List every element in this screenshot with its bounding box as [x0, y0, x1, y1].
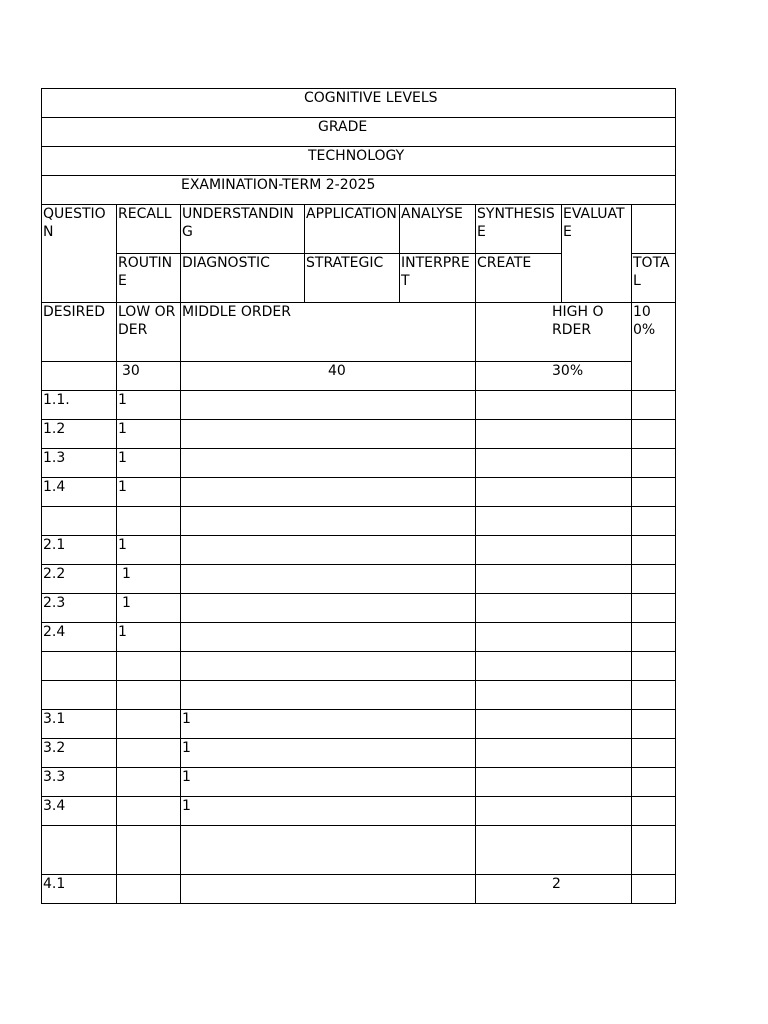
table-row: [42, 826, 676, 875]
question-number: 2.3: [42, 594, 117, 623]
middle-order-mark: 1: [181, 739, 476, 768]
subject-label: TECHNOLOGY: [308, 148, 405, 164]
row-total: [632, 768, 676, 797]
high-order-mark: [476, 565, 632, 594]
blank-header-cell: [632, 205, 676, 254]
high-order-mark: [476, 826, 632, 875]
question-header: QUESTION: [42, 205, 117, 303]
question-number: 1.3: [42, 449, 117, 478]
low-order-mark: 1: [117, 478, 181, 507]
question-number: 2.1: [42, 536, 117, 565]
table-row: [42, 536, 676, 565]
create-header: CREATE: [476, 254, 562, 303]
low-order-mark: [117, 507, 181, 536]
analyse-header: ANALYSE: [400, 205, 476, 254]
low-order-mark: 1: [117, 536, 181, 565]
question-number: 2.4: [42, 623, 117, 652]
middle-order-mark: [181, 565, 476, 594]
low-order-mark: 1: [117, 594, 181, 623]
low-order-mark: [117, 739, 181, 768]
row-total: [632, 449, 676, 478]
table-row: [42, 652, 676, 681]
table-row: [42, 565, 676, 594]
table-row: [42, 710, 676, 739]
high-order-mark: [476, 449, 632, 478]
question-number: [42, 681, 117, 710]
evaluate-header: EVALUATE: [562, 205, 632, 303]
question-number: 3.1: [42, 710, 117, 739]
high-order-mark: [476, 652, 632, 681]
low-order-mark: [117, 875, 181, 904]
table-row: [42, 875, 676, 904]
table-row: [42, 623, 676, 652]
percent-blank: [42, 362, 117, 391]
level-header-row: [42, 205, 676, 254]
low-order-mark: 1: [117, 623, 181, 652]
middle-order-mark: [181, 652, 476, 681]
cognitive-levels-title: COGNITIVE LEVELS: [304, 90, 438, 106]
high-order-mark: [476, 710, 632, 739]
table-row: [42, 739, 676, 768]
low-order-mark: 1: [117, 449, 181, 478]
question-number: 3.4: [42, 797, 117, 826]
high-order-mark: [476, 594, 632, 623]
row-total: [632, 594, 676, 623]
high-order-label: [476, 303, 632, 362]
question-number: 2.2: [42, 565, 117, 594]
low-order-mark: 1: [117, 391, 181, 420]
middle-order-mark: [181, 536, 476, 565]
middle-percent: 40: [181, 362, 476, 391]
middle-order-mark: [181, 420, 476, 449]
high-order-mark: [476, 681, 632, 710]
question-number: 3.3: [42, 768, 117, 797]
diagnostic-header: DIAGNOSTIC: [181, 254, 305, 303]
recall-header: RECALL: [117, 205, 181, 254]
row-total: [632, 623, 676, 652]
middle-order-mark: [181, 478, 476, 507]
middle-order-mark: 1: [181, 768, 476, 797]
row-total: [632, 652, 676, 681]
row-total: [632, 565, 676, 594]
high-order-mark: [476, 507, 632, 536]
routine-header: ROUTINE: [117, 254, 181, 303]
middle-order-mark: [181, 623, 476, 652]
grade-label: GRADE: [318, 119, 368, 135]
total-header: TOTAL: [632, 254, 676, 303]
middle-order-label: MIDDLE ORDER: [181, 303, 476, 362]
high-order-mark: [476, 739, 632, 768]
understanding-header: UNDERSTANDING: [181, 205, 305, 254]
high-order-mark: [476, 623, 632, 652]
high-order-mark: [476, 768, 632, 797]
middle-order-mark: [181, 449, 476, 478]
desired-row: [42, 303, 676, 362]
middle-order-mark: [181, 875, 476, 904]
question-number: 4.1: [42, 875, 117, 904]
middle-order-mark: 1: [181, 710, 476, 739]
low-order-label: LOW ORDER: [117, 303, 181, 362]
row-total: [632, 797, 676, 826]
title-row: [42, 89, 676, 118]
low-order-mark: 1: [117, 420, 181, 449]
row-total: [632, 420, 676, 449]
grade-row: [42, 118, 676, 147]
low-order-mark: [117, 797, 181, 826]
high-order-mark: [476, 391, 632, 420]
question-number: 1.1.: [42, 391, 117, 420]
middle-order-mark: 1: [181, 797, 476, 826]
question-number: 3.2: [42, 739, 117, 768]
high-order-mark: [476, 478, 632, 507]
table-row: [42, 797, 676, 826]
row-total: [632, 391, 676, 420]
high-order-mark: [476, 420, 632, 449]
cognitive-levels-table: [41, 88, 676, 904]
high-order-mark: [476, 797, 632, 826]
middle-order-mark: [181, 594, 476, 623]
middle-order-mark: [181, 507, 476, 536]
synthesise-header: SYNTHESISE: [476, 205, 562, 254]
high-percent: 30%: [476, 362, 632, 391]
row-total: [632, 681, 676, 710]
row-total: [632, 478, 676, 507]
total-percent-text: 100%: [633, 304, 656, 338]
table-row: [42, 420, 676, 449]
exam-cell: [42, 176, 676, 205]
row-total: [632, 875, 676, 904]
row-total: [632, 536, 676, 565]
table-row: [42, 478, 676, 507]
low-order-mark: [117, 710, 181, 739]
application-header: APPLICATION: [305, 205, 400, 254]
question-number: [42, 507, 117, 536]
row-total: [632, 507, 676, 536]
total-percent: [632, 303, 676, 391]
low-order-mark: [117, 652, 181, 681]
table-row: [42, 449, 676, 478]
table-row: [42, 391, 676, 420]
high-order-mark: [476, 536, 632, 565]
middle-order-mark: [181, 391, 476, 420]
title-cell: [42, 89, 676, 118]
table-row: [42, 768, 676, 797]
exam-row: [42, 176, 676, 205]
exam-label: EXAMINATION-TERM 2-2025: [181, 177, 376, 193]
row-total: [632, 710, 676, 739]
question-number: [42, 652, 117, 681]
high-order-text: HIGH ORDER: [552, 304, 604, 338]
row-total: [632, 739, 676, 768]
question-number: [42, 826, 117, 875]
table-row: [42, 681, 676, 710]
desired-label: DESIRED: [42, 303, 117, 362]
low-order-mark: [117, 768, 181, 797]
low-order-mark: [117, 826, 181, 875]
interpret-header: INTERPRET: [400, 254, 476, 303]
low-order-mark: 1: [117, 565, 181, 594]
table-row: [42, 507, 676, 536]
high-order-mark: 2: [476, 875, 632, 904]
question-number: 1.2: [42, 420, 117, 449]
table-row: [42, 594, 676, 623]
subject-row: [42, 147, 676, 176]
low-percent: 30: [117, 362, 181, 391]
subject-cell: [42, 147, 676, 176]
middle-order-mark: [181, 681, 476, 710]
row-total: [632, 826, 676, 875]
low-order-mark: [117, 681, 181, 710]
question-number: 1.4: [42, 478, 117, 507]
grade-cell: [42, 118, 676, 147]
percent-row: [42, 362, 676, 391]
middle-order-mark: [181, 826, 476, 875]
strategic-header: STRATEGIC: [305, 254, 400, 303]
